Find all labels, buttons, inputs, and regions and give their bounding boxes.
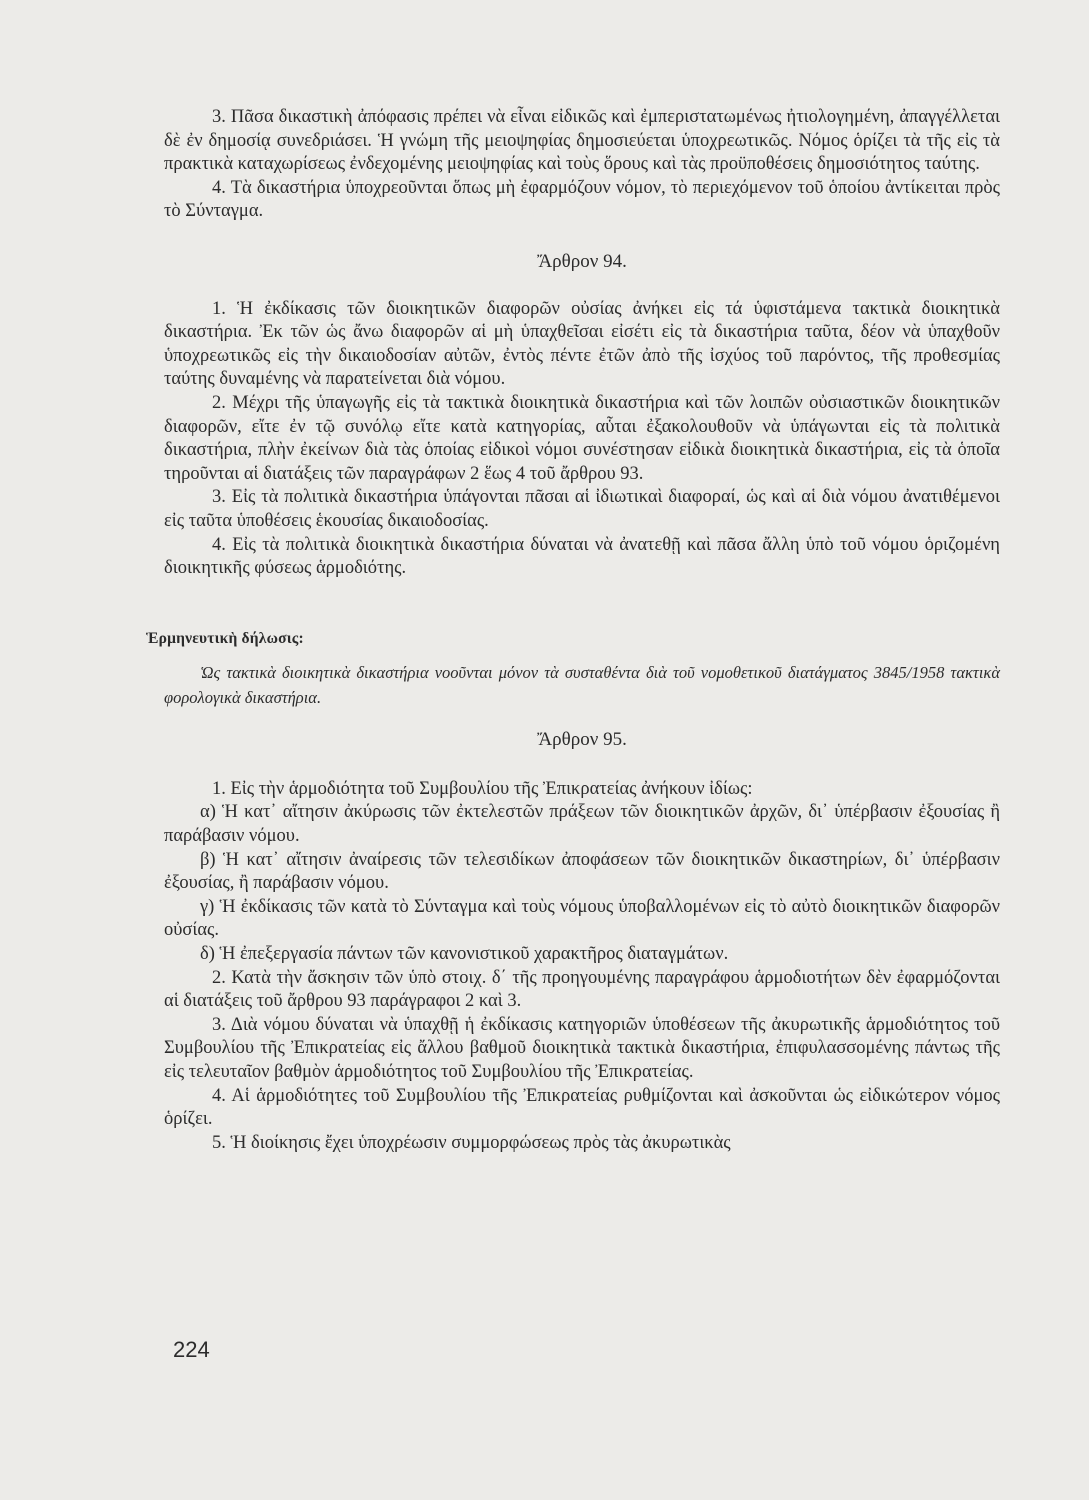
article-95-paragraph-1: 1. Εἰς τὴν ἁρμοδιότητα τοῦ Συμβουλίου τῆς Ἐπικρατείας ἀνήκουν ἰδίως: bbox=[212, 778, 753, 799]
article-94-paragraph-2: 2. Μέχρι τῆς ὑπαγωγῆς εἰς τὰ τακτικὰ διοικητικὰ δικαστήρια καὶ τῶν λοιπῶν οὐσιαστικῶν διοικητικῶν διαφορῶν, εἴτε ἐν τῷ συνόλῳ εἴτε κατὰ κατηγορίας, αὗται ἐξακολουθοῦν νὰ ὑπάγωνται εἰς τὰ πολιτικὰ δικαστήρια, πλὴν ἐκείνων διὰ τὰς ὁποίας εἰδικοὶ νόμοι συνέστησαν εἰδικὰ διοικητικὰ δικαστήρια, εἰς τὰ ὁποῖα τηροῦνται αἱ διατάξεις τῶν παραγράφων 2 ἕως 4 τοῦ ἄρθρου 93. bbox=[164, 392, 1000, 484]
article-94-paragraph-3: 3. Εἰς τὰ πολιτικὰ δικαστήρια ὑπάγονται πᾶσαι αἱ ἰδιωτικαὶ διαφοραί, ὡς καὶ αἱ διὰ νόμου ἀνατιθέμενοι εἰς ταῦτα ὑποθέσεις ἑκουσίας δικαιοδοσίας. bbox=[164, 487, 1000, 531]
article-95-paragraph-2: 2. Κατὰ τὴν ἄσκησιν τῶν ὑπὸ στοιχ. δ΄ τῆς προηγουμένης παραγράφου ἁρμοδιοτήτων δὲν ἐφαρμόζονται αἱ διατάξεις τοῦ ἄρθρου 93 παράγραφοι 2 καὶ 3. bbox=[164, 967, 1000, 1012]
article-94-paragraph-1: 1. Ἡ ἐκδίκασις τῶν διοικητικῶν διαφορῶν οὐσίας ἀνήκει εἰς τά ὑφιστάμενα τακτικὰ διοικητικὰ δικαστήρια. Ἐκ τῶν ὡς ἄνω διαφορῶν αἱ μὴ ὑπαχθεῖσαι εἰσέτι εἰς τὰ δικαστήρια ταῦτα, δέον νὰ ὑπαχθοῦν ὑποχρεωτικῶς εἰς τὴν δικαιοδοσίαν αὐτῶν, ἐντὸς πέντε ἐτῶν ἀπὸ τῆς ἰσχύος τοῦ παρόντος, τῆς προθεσμίας ταύτης δυναμένης νὰ παρατείνεται διὰ νόμου. bbox=[164, 298, 1000, 390]
article-94-paragraph-4: 4. Εἰς τὰ πολιτικὰ διοικητικὰ δικαστήρια δύναται νὰ ἀνατεθῇ καὶ πᾶσα ἄλλη ὑπὸ τοῦ νόμου ὁριζομένη διοικητικῆς φύσεως ἁρμοδιότης. bbox=[164, 534, 1000, 579]
article-95-heading: Ἄρθρον 95. bbox=[537, 729, 627, 751]
article-95-paragraph-4: 4. Αἱ ἁρμοδιότητες τοῦ Συμβουλίου τῆς Ἐπικρατείας ρυθμίζονται καὶ ἀσκοῦνται ὡς εἰδικώτερον νόμος ὁρίζει. bbox=[164, 1085, 1000, 1130]
interpretive-statement-title: Ἑρμηνευτικὴ δήλωσις: bbox=[146, 629, 304, 647]
page-number: 224 bbox=[173, 1337, 210, 1362]
article-95-paragraph-1d: δ) Ἡ ἐπεξεργασία πάντων τῶν κανονιστικοῦ χαρακτῆρος διαταγμάτων. bbox=[200, 944, 729, 965]
article-95-paragraph-1b: β) Ἡ κατ᾿ αἴτησιν ἀναίρεσις τῶν τελεσιδίκων ἀποφάσεων τῶν διοικητικῶν δικαστηρίων, δι᾿ ὑπέρβασιν ἐξουσίας, ἢ παράβασιν νόμου. bbox=[164, 849, 1000, 894]
article-95-paragraph-5: 5. Ἡ διοίκησις ἔχει ὑποχρέωσιν συμμορφώσεως πρὸς τὰς ἀκυρωτικὰς bbox=[212, 1132, 731, 1153]
interpretive-statement-text: Ὡς τακτικὰ διοικητικὰ δικαστήρια νοοῦνται μόνον τὰ συσταθέντα διὰ τοῦ νομοθετικοῦ διατάγματος 3845/1958 τακτικὰ φορολογικὰ δικαστήρια. bbox=[164, 663, 1000, 708]
article-95-paragraph-1c: γ) Ἡ ἐκδίκασις τῶν κατὰ τὸ Σύνταγμα καὶ τοὺς νόμους ὑποβαλλομένων εἰς τὸ αὐτὸ διοικητικῶν διαφορῶν οὐσίας. bbox=[164, 896, 1000, 941]
page-body bbox=[146, 106, 1000, 1155]
article-95-paragraph-3: 3. Διὰ νόμου δύναται νὰ ὑπαχθῇ ἡ ἐκδίκασις κατηγοριῶν ὑποθέσεων τῆς ἀκυρωτικῆς ἁρμοδιότητος τοῦ Συμβουλίου τῆς Ἐπικρατείας εἰς ἄλλου βαθμοῦ διοικητικὰ τακτικὰ δικαστήρια, ἐπιφυλασσομένης πάντως τῆς εἰς τελευταῖον βαθμὸν ἁρμοδιότητος τοῦ Συμβουλίου τῆς Ἐπικρατείας. bbox=[164, 1014, 1000, 1082]
article-95-paragraph-1a: α) Ἡ κατ᾿ αἴτησιν ἀκύρωσις τῶν ἐκτελεστῶν πράξεων τῶν διοικητικῶν ἀρχῶν, δι᾿ ὑπέρβασιν ἐξουσίας ἢ παράβασιν νόμου. bbox=[164, 802, 1000, 847]
article-94-heading: Ἄρθρον 94. bbox=[537, 250, 627, 272]
article-93-paragraph-4: 4. Τὰ δικαστήρια ὑποχρεοῦνται ὅπως μὴ ἐφαρμόζουν νόμον, τὸ περιεχόμενον τοῦ ὁποίου ἀντίκειται πρὸς τὸ Σύνταγμα. bbox=[164, 177, 1000, 222]
article-93-paragraph-3: 3. Πᾶσα δικαστικὴ ἀπόφασις πρέπει νὰ εἶναι εἰδικῶς καὶ ἐμπεριστατωμένως ἠτιολογημένη, ἀπαγγέλλεται δὲ ἐν δημοσίᾳ συνεδριάσει. Ἡ γνώμη τῆς μειοψηφίας δημοσιεύεται ὑποχρεωτικῶς. Νόμος ὁρίζει τὰ τῆς εἰς τὰ πρακτικὰ καταχωρίσεως ἐνδεχομένης μειοψηφίας καὶ τοὺς ὅρους καὶ τὰς προϋποθέσεις δημοσιότητος ταύτης. bbox=[164, 107, 1000, 175]
